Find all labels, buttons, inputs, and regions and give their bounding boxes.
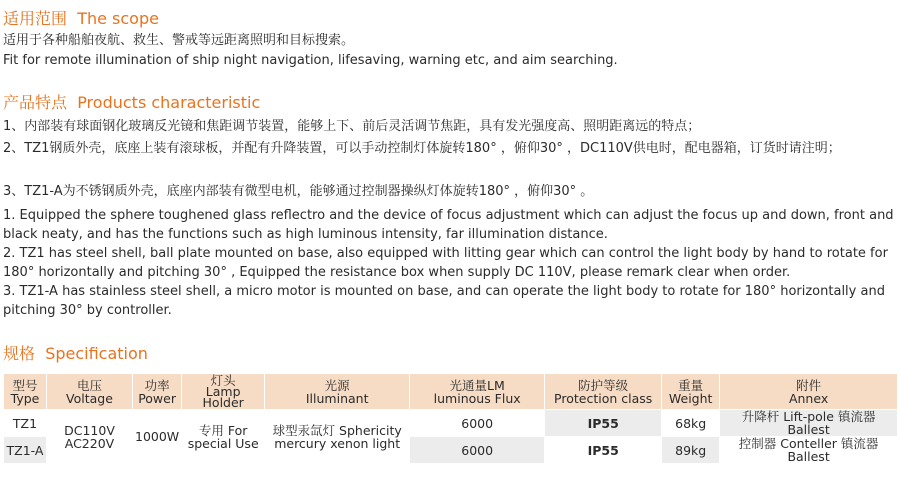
cell-annex: 控制器 Conteller 镇流器 Ballest	[720, 437, 898, 464]
cell-weight: 68kg	[662, 410, 720, 437]
cell-protection: IP55	[545, 410, 662, 437]
characteristic-heading-cn: 产品特点	[3, 93, 68, 112]
scope-heading-cn: 适用范围	[3, 9, 68, 28]
cell-power: 1000W	[133, 410, 182, 464]
cell-annex: 升降杆 Lift-pole 镇流器 Ballest	[720, 410, 898, 437]
scope-text-cn: 适用于各种船舶夜航、救生、警戒等远距离照明和目标搜索。	[3, 33, 355, 48]
header-flux: 光通量LM luminous Flux	[410, 374, 545, 410]
characteristic-item-en: 2. TZ1 has steel shell, ball plate mounted on base, also equipped with litting gear which can control the light body by hand to rotate for 180° horizontally and pitching 30° , Equipped the resistance box when supply DC 110V, please remark clear when order.	[3, 246, 888, 280]
cell-flux: 6000	[410, 410, 545, 437]
scope-heading-en: The scope	[77, 9, 159, 28]
specification-heading-en: Specification	[45, 344, 148, 363]
header-illuminant: 光源 Illuminant	[265, 374, 410, 410]
cell-type: TZ1	[4, 410, 47, 437]
header-weight: 重量 Weight	[662, 374, 720, 410]
table-row	[4, 410, 898, 437]
table-header-row	[4, 374, 898, 410]
specification-heading	[3, 341, 148, 364]
cell-protection: IP55	[545, 437, 662, 464]
characteristic-item-en: 3. TZ1-A has stainless steel shell, a micro motor is mounted on base, and can operate the light body to rotate for 180° horizontally and pitching 30° by controller.	[3, 284, 885, 318]
header-power: 功率 Power	[133, 374, 182, 410]
characteristic-item-cn: 3、TZ1-A为不锈钢质外壳，底座内部装有微型电机，能够通过控制器操纵灯体旋转180° ，俯仰30° 。	[3, 184, 594, 199]
cell-illuminant: 球型汞氙灯 Sphericity mercury xenon light	[265, 410, 410, 464]
scope-text-en: Fit for remote illumination of ship night navigation, lifesaving, warning etc, and aim searching.	[3, 53, 618, 68]
specification-table	[3, 373, 898, 464]
cell-voltage: DC110V AC220V	[47, 410, 133, 464]
characteristic-heading-en: Products characteristic	[77, 93, 261, 112]
header-lamp-holder: 灯头 Lamp Holder	[182, 374, 265, 410]
scope-heading	[3, 6, 159, 29]
header-type: 型号 Type	[4, 374, 47, 410]
characteristic-item-cn: 1、内部装有球面钢化玻璃反光镜和焦距调节装置，能够上下、前后灵活调节焦距，具有发光强度高、照明距离远的特点；	[3, 119, 701, 134]
cell-lamp-holder: 专用 For special Use	[182, 410, 265, 464]
header-voltage: 电压 Voltage	[47, 374, 133, 410]
cell-flux: 6000	[410, 437, 545, 464]
specification-heading-cn: 规格	[3, 344, 36, 363]
header-annex: 附件 Annex	[720, 374, 898, 410]
header-protection: 防护等级 Protection class	[545, 374, 662, 410]
characteristic-item-cn: 2、TZ1钢质外壳，底座上装有滚球板，并配有升降装置，可以手动控制灯体旋转180° ，俯仰30° ，DC110V供电时，配电器箱，订货时请注明；	[3, 141, 841, 156]
cell-weight: 89kg	[662, 437, 720, 464]
characteristic-item-en: 1. Equipped the sphere toughened glass reflectro and the device of focus adjustment which can adjust the focus up and down, front and black neaty, and has the functions such as high luminous intensity, far illumination distance.	[3, 208, 894, 242]
cell-type: TZ1-A	[4, 437, 47, 464]
characteristic-heading	[3, 90, 260, 113]
